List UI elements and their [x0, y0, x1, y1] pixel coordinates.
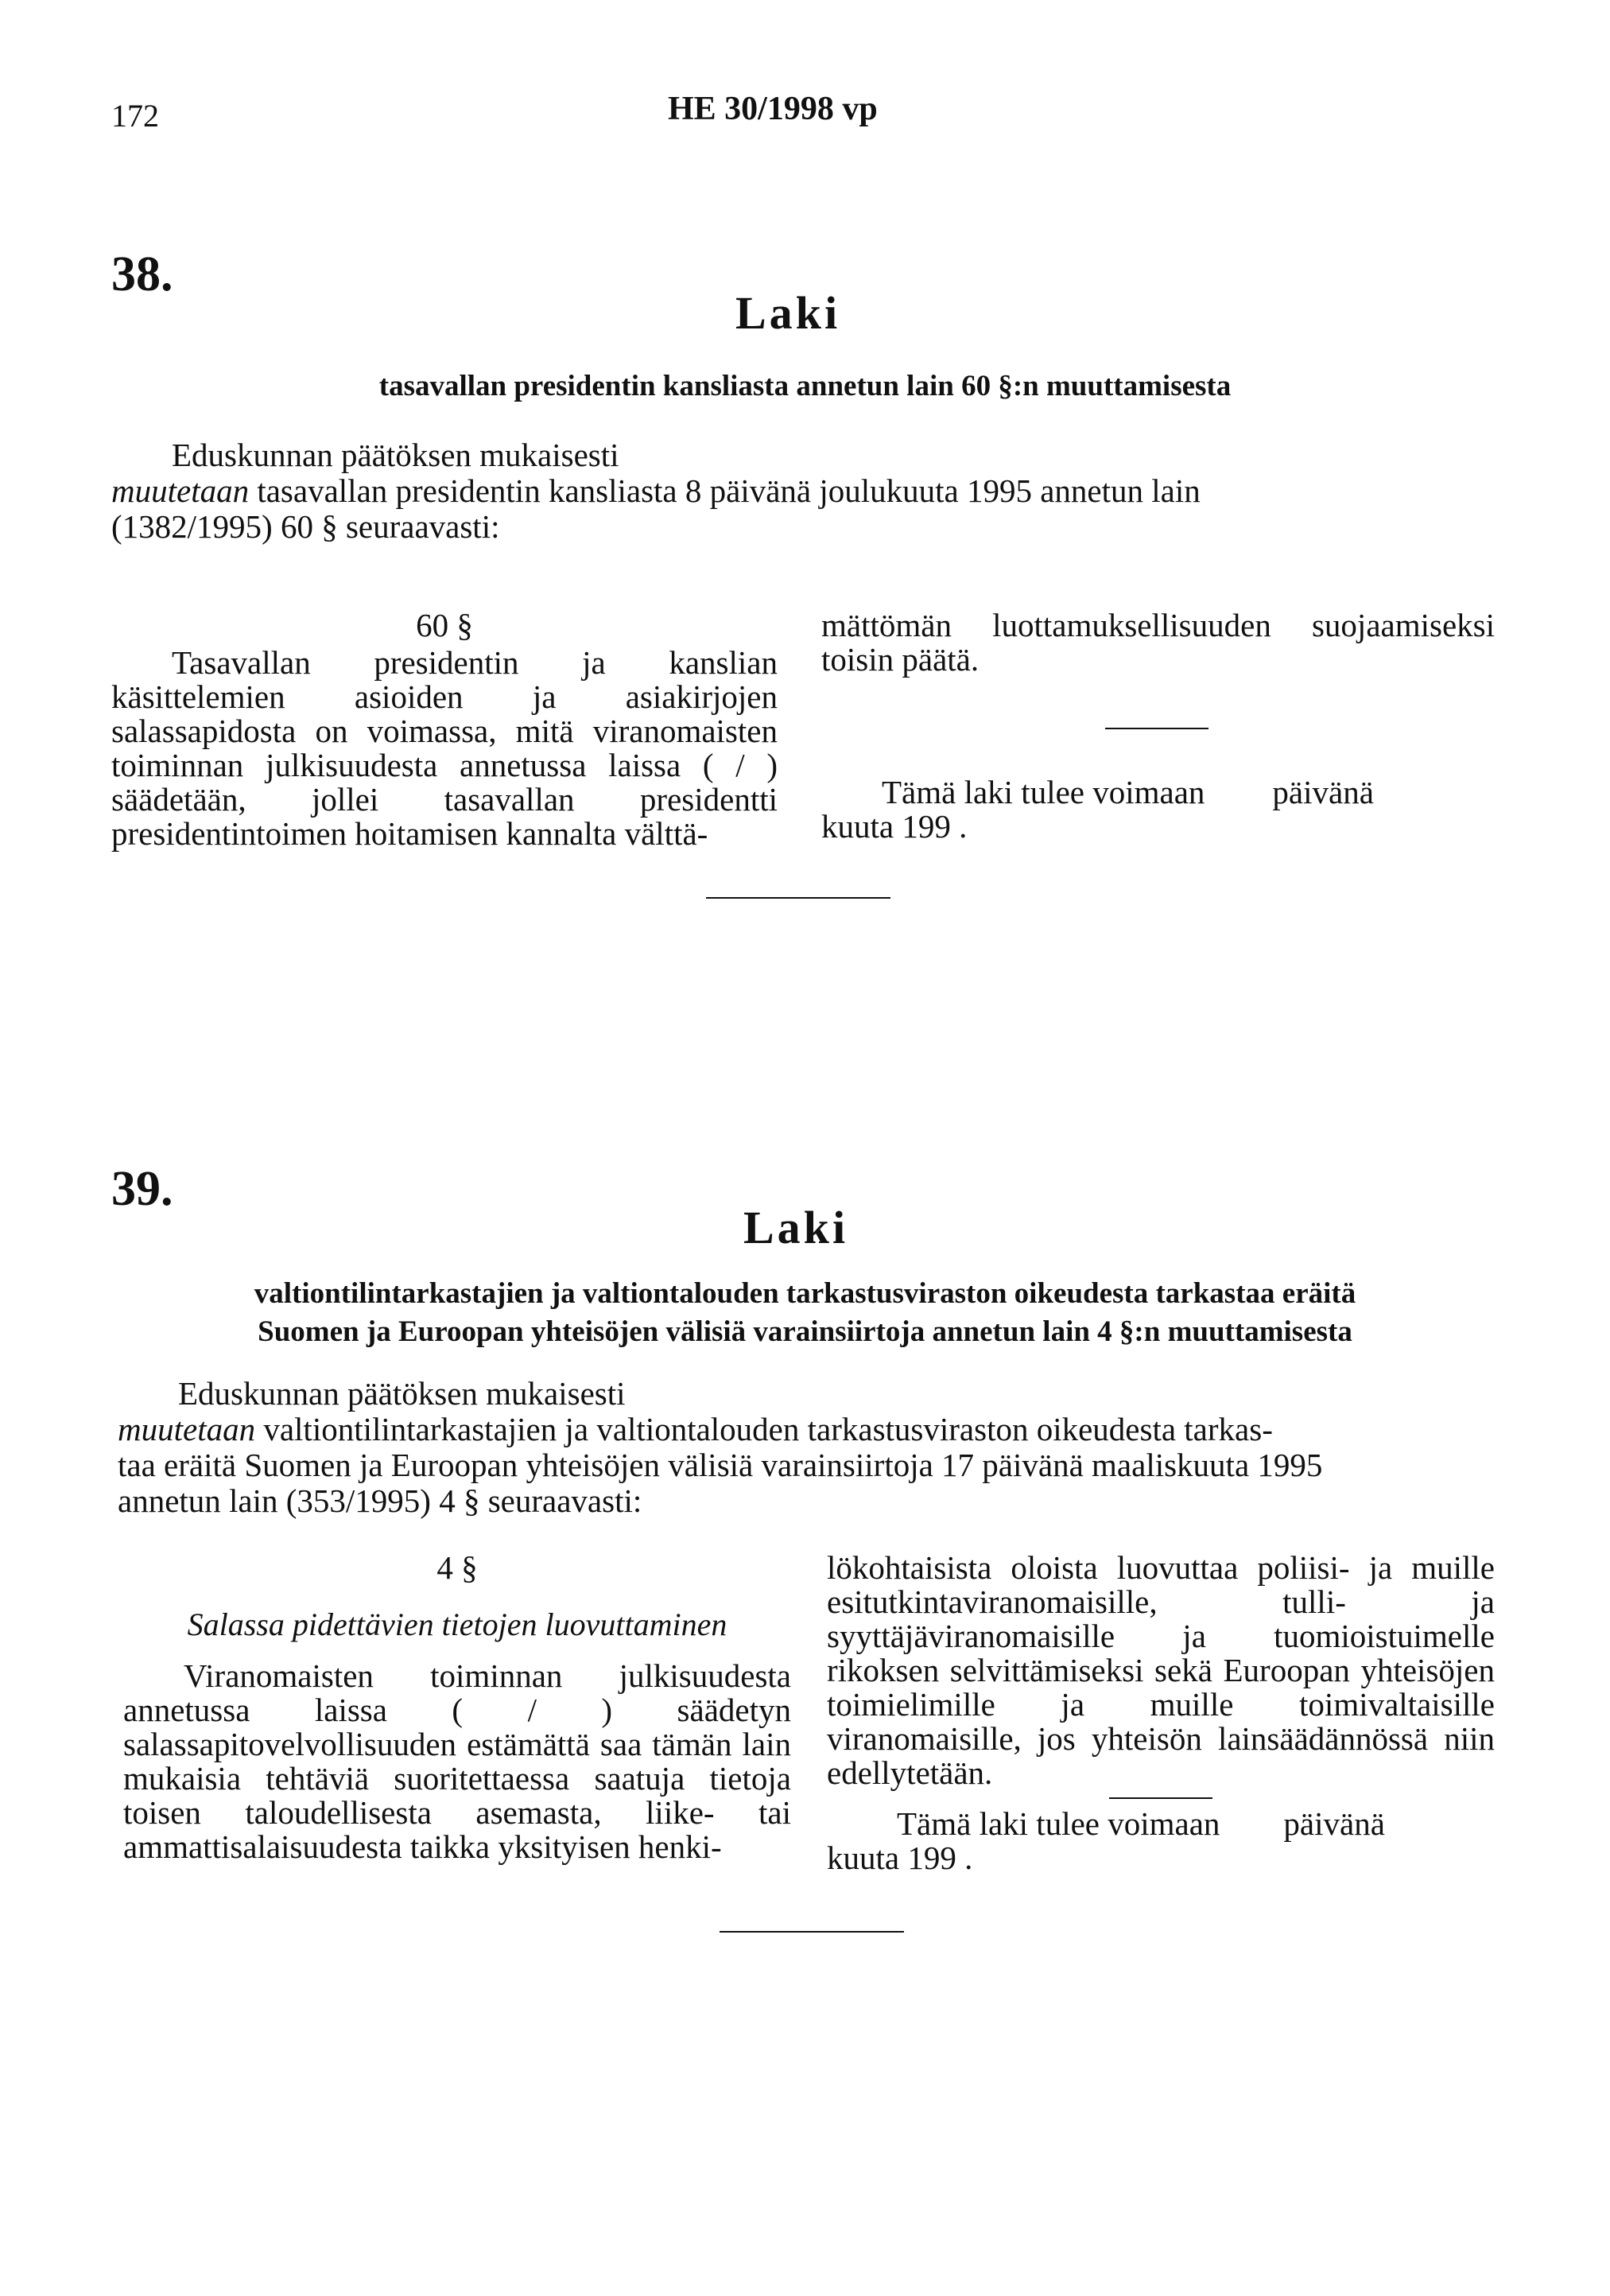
law-39-end-rule [720, 1931, 904, 1933]
law-39-preamble-line2-rest: valtiontilintarkastajien ja valtiontalouden tarkastusviraston oikeudesta tarkas- [255, 1411, 1273, 1447]
law-39-number: 39. [111, 1162, 173, 1216]
law-39-effective-line2: kuuta 199 . [827, 1840, 973, 1876]
law-38-effective-line1-b: päivänä [1272, 774, 1374, 810]
running-title: HE 30/1998 vp [668, 91, 878, 127]
law-39-subtitle-line1: valtiontilintarkastajien ja valtiontalouden tarkastusviraston oikeudesta tarkastaa eräitä [254, 1277, 1356, 1310]
law-38-title: Laki [735, 287, 841, 339]
law-39-left-text: Viranomaisten toiminnan julkisuudesta annetussa laissa ( / ) säädetyn salassapitovelvollisuuden estämättä saa tämän lain mukaisia tehtäviä suoritettaessa saatuja tietoja toisen taloudellisesta asemasta, liike- tai ammattisalaisuudesta taikka yksityisen henki- [123, 1657, 791, 1865]
law-38-end-rule [706, 897, 890, 899]
law-38-effective-line1 [821, 775, 1495, 810]
law-38-effective-line1-a: Tämä laki tulee voimaan [882, 774, 1205, 810]
law-39-subtitle-line2: Suomen ja Euroopan yhteisöjen välisiä varainsiirtoja annetun lain 4 §:n muuttamisesta [258, 1315, 1352, 1348]
law-38-effective [821, 775, 1495, 844]
law-39-preamble-line3: taa eräitä Suomen ja Euroopan yhteisöjen välisiä varainsiirtoja 17 päivänä maaliskuuta 1995 [118, 1447, 1323, 1483]
law-39-divider [1109, 1797, 1212, 1799]
law-39-effective-line1 [827, 1807, 1495, 1841]
law-38-effective-line2: kuuta 199 . [821, 808, 968, 845]
law-39-preamble-line1: Eduskunnan päätöksen mukaisesti [178, 1375, 626, 1412]
law-39-effective-line1-a: Tämä laki tulee voimaan [897, 1805, 1220, 1842]
law-39-effective [827, 1807, 1495, 1875]
law-39-left-column [123, 1551, 791, 1864]
law-38-divider [1105, 728, 1208, 729]
law-39-effective-line1-b: päivänä [1283, 1805, 1385, 1842]
law-38-right-column [821, 608, 1495, 677]
law-39-section-title: Salassa pidettävien tietojen luovuttaminen [187, 1606, 727, 1642]
law-39-preamble-line4: annetun lain (353/1995) 4 § seuraavasti: [118, 1482, 642, 1519]
law-39-right-column [827, 1551, 1495, 1790]
law-38-preamble-keyword: muutetaan [111, 472, 250, 509]
law-38-preamble-line3: (1382/1995) 60 § seuraavasti: [111, 508, 500, 545]
law-38-right-text: mättömän luottamuksellisuuden suojaamiseksi toisin päätä. [821, 607, 1495, 678]
law-39-preamble-keyword: muutetaan [118, 1411, 256, 1447]
law-38-section-heading: 60 § [416, 607, 473, 643]
law-39-subtitle [119, 1275, 1491, 1351]
law-38-preamble-line2 [111, 473, 1495, 509]
law-38-preamble-line2-rest: tasavallan presidentin kansliasta 8 päivänä joulukuuta 1995 annetun lain [249, 472, 1201, 509]
law-38-preamble [111, 437, 1495, 545]
law-38-preamble-line1: Eduskunnan päätöksen mukaisesti [172, 437, 619, 473]
law-38-number: 38. [111, 247, 173, 301]
law-39-preamble [118, 1376, 1497, 1519]
law-39-section-heading: 4 § [436, 1549, 478, 1586]
law-39-right-text: lökohtaisista oloista luovuttaa poliisi- ja muille esitutkintaviranomaisille, tulli- ja syyttäjäviranomaisille ja tuomioistuimelle rikoksen selvittämiseksi sekä Euroopan yhteisöjen toimielimille ja muille toimivaltaisille viranomaisille, jos yhteisön lainsäädännössä niin edellytetään. [827, 1549, 1495, 1791]
law-38-left-text: Tasavallan presidentin ja kanslian käsittelemien asioiden ja asiakirjojen salassapidosta on voimassa, mitä viranomaisten toiminnan julkisuudesta annetussa laissa ( / ) säädetään, jollei tasavallan presidentti presidentintoimen hoitamisen kannalta välttä- [111, 644, 778, 852]
law-38-subtitle: tasavallan presidentin kansliasta annetun lain 60 §:n muuttamisesta [378, 370, 1232, 402]
law-39-title: Laki [743, 1202, 849, 1253]
page-number: 172 [111, 98, 159, 134]
law-39-preamble-line2 [118, 1412, 1497, 1447]
law-38-left-column [111, 608, 778, 851]
